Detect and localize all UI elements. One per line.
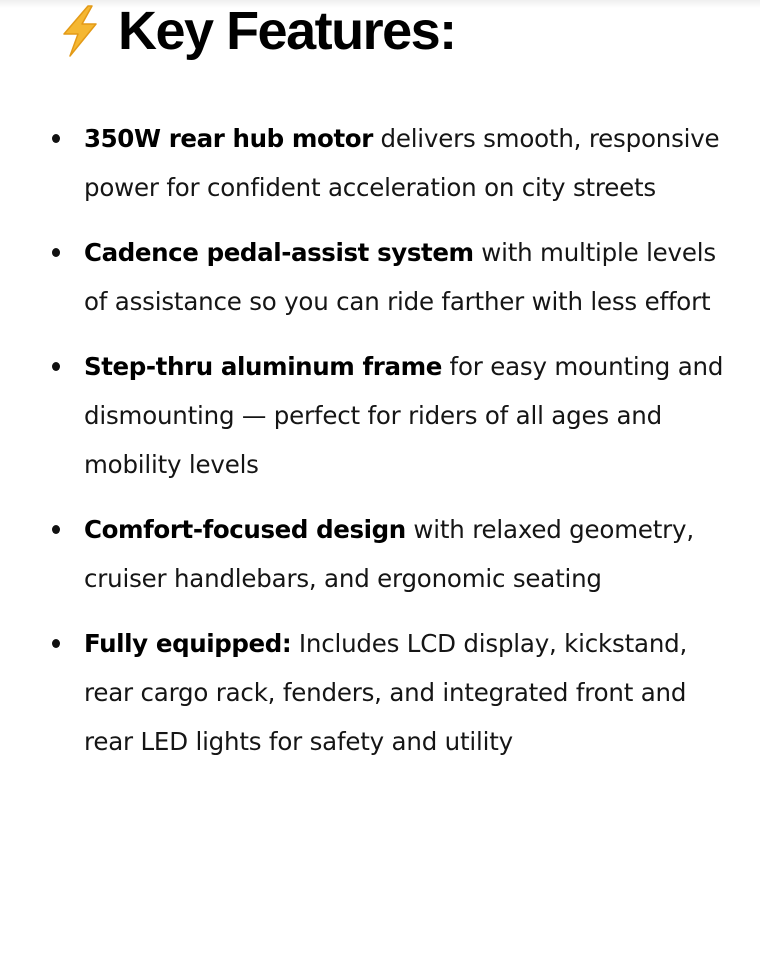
bullet-icon (52, 525, 60, 534)
bullet-icon (52, 248, 60, 257)
feature-description: for easy mounting and dismounting — perfect for riders of all ages and mobility levels (84, 352, 724, 479)
feature-title: 350W rear hub motor (84, 124, 373, 153)
page-title: Key Features: (118, 1, 456, 61)
bullet-icon (52, 362, 60, 371)
bullet-icon (52, 134, 60, 143)
feature-title: Cadence pedal-assist system (84, 238, 474, 267)
lightning-bolt-icon (58, 4, 102, 58)
feature-title: Step-thru aluminum frame (84, 352, 442, 381)
section-heading (58, 0, 456, 62)
list-item (48, 505, 728, 603)
list-item (48, 619, 728, 766)
bullet-icon (52, 639, 60, 648)
feature-description: with multiple levels of assistance so you can ride farther with less effort (84, 238, 716, 316)
list-item (48, 228, 728, 326)
feature-list (48, 114, 728, 782)
list-item (48, 114, 728, 212)
feature-title: Comfort-focused design (84, 515, 406, 544)
feature-description: delivers smooth, responsive power for confident acceleration on city streets (84, 124, 720, 202)
feature-description: Includes LCD display, kickstand, rear cargo rack, fenders, and integrated front and rear LED lights for safety and utility (84, 629, 688, 756)
feature-description: with relaxed geometry, cruiser handlebars, and ergonomic seating (84, 515, 694, 593)
feature-title: Fully equipped: (84, 629, 292, 658)
list-item (48, 342, 728, 489)
